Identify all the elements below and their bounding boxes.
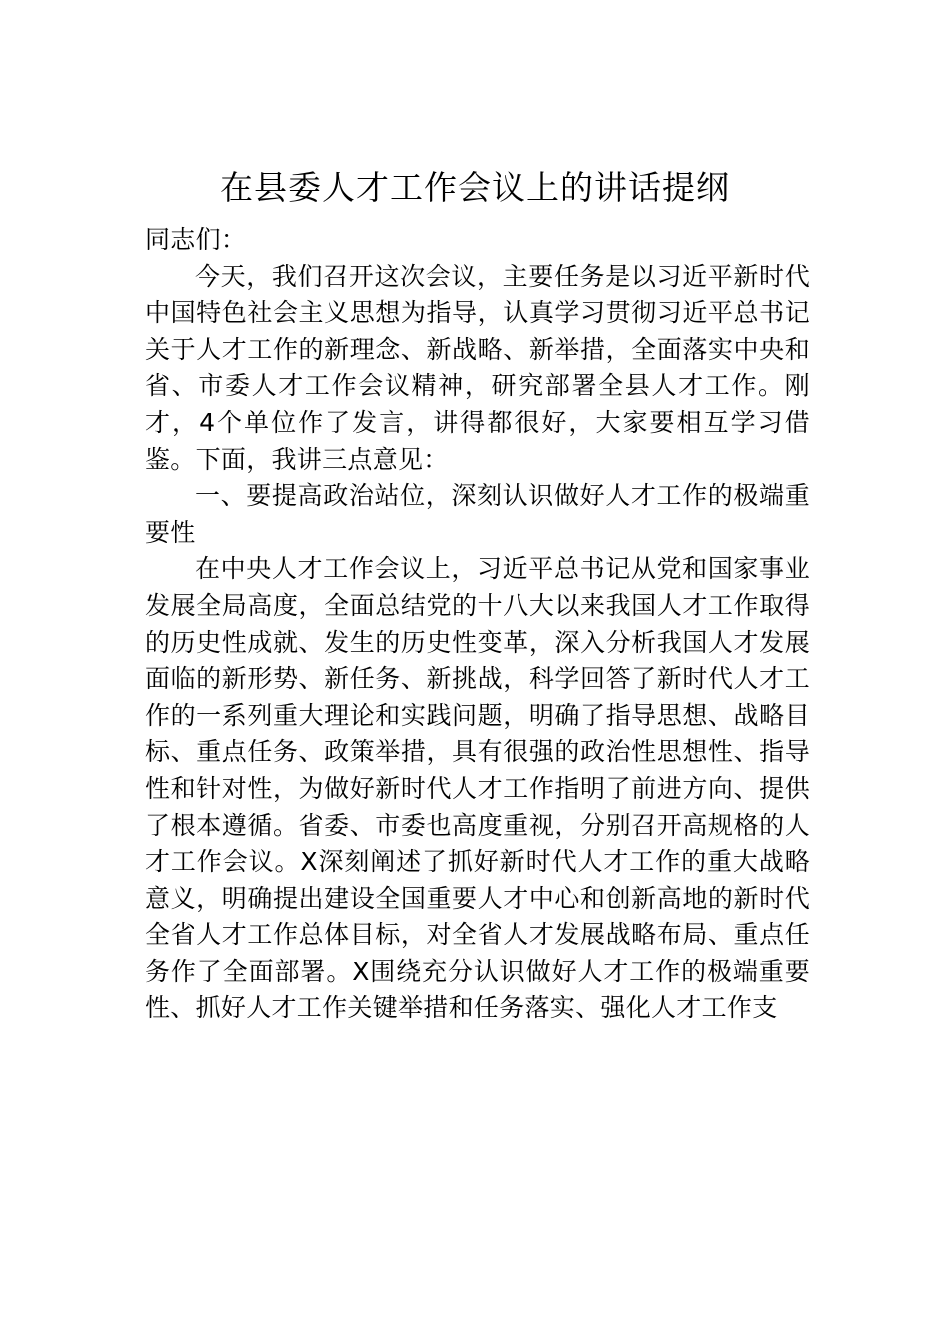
document-body [145, 222, 810, 1027]
paragraph-intro: 今天，我们召开这次会议，主要任务是以习近平新时代中国特色社会主义思想为指导，认真学习贯彻习近平总书记关于人才工作的新理念、新战略、新举措，全面落实中央和省、市委人才工作会议精神，研究部署全县人才工作。刚才，4个单位作了发言，讲得都很好，大家要相互学习借鉴。下面，我讲三点意见： [145, 261, 810, 474]
document-title: 在县委人才工作会议上的讲话提纲 [220, 168, 730, 207]
paragraph-section-1: 在中央人才工作会议上，习近平总书记从党和国家事业发展全局高度，全面总结党的十八大以来我国人才工作取得的历史性成就、发生的历史性变革，深入分析我国人才发展面临的新形势、新任务、新挑战，科学回答了新时代人才工作的一系列重大理论和实践问题，明确了指导思想、战略目标、重点任务、政策举措，具有很强的政治性思想性、指导性和针对性，为做好新时代人才工作指明了前进方向、提供了根本遵循。省委、市委也高度重视，分别召开高规格的人才工作会议。X深刻阐述了抓好新时代人才工作的重大战略意义，明确提出建设全国重要人才中心和创新高地的新时代全省人才工作总体目标，对全省人才发展战略布局、重点任务作了全面部署。X围绕充分认识做好人才工作的极端重要性、抓好人才工作关键举措和任务落实、强化人才工作支 [145, 554, 810, 1023]
salutation: 同志们： [145, 225, 247, 254]
section-heading-1: 一、要提高政治站位，深刻认识做好人才工作的极端重要性 [145, 481, 810, 547]
